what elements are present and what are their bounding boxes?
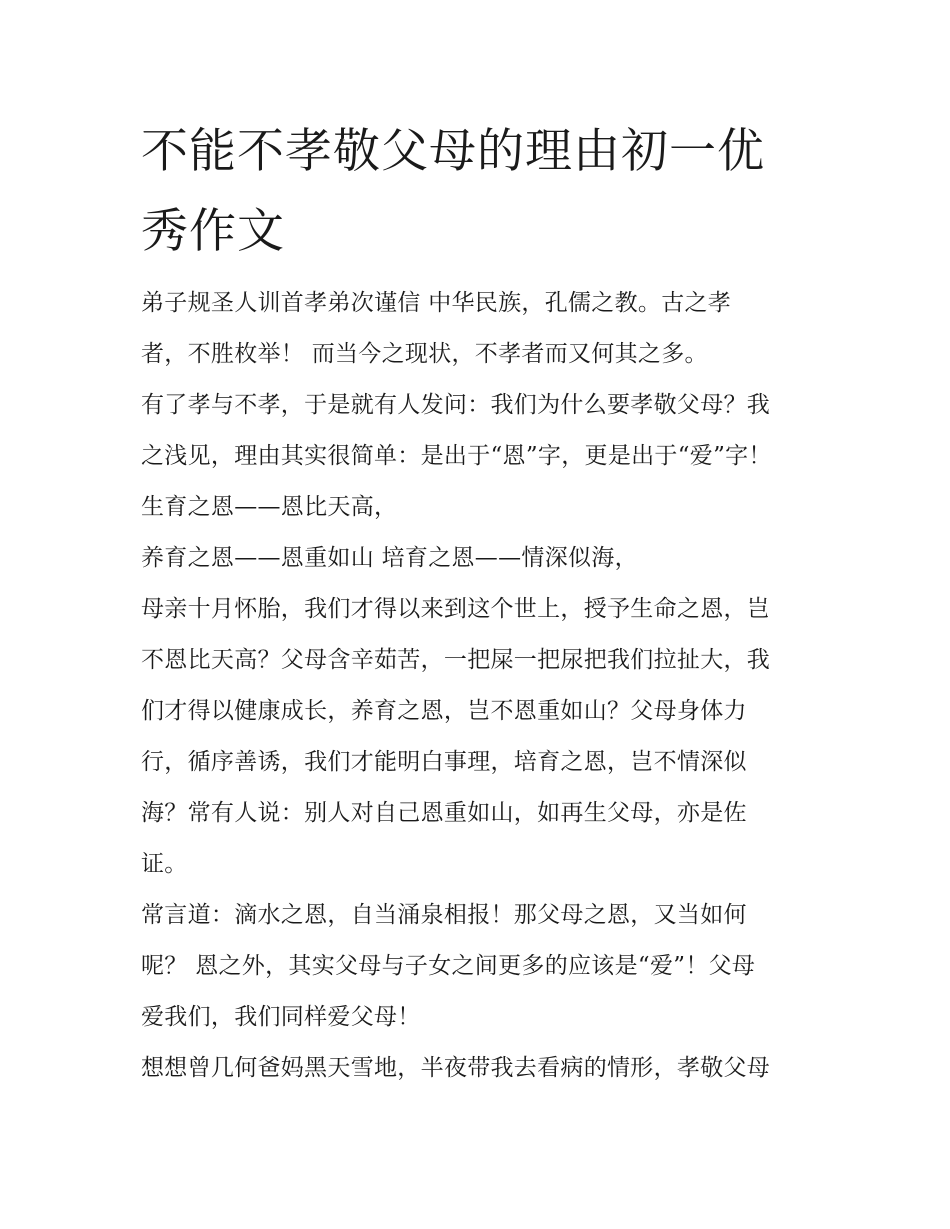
- body-line: 生育之恩——恩比天高，: [141, 494, 398, 520]
- body-line: 想想曾几何爸妈黑天雪地，半夜带我去看病的情形，孝敬父母: [141, 1055, 771, 1081]
- body-line: 呢？ 恩之外，其实父母与子女之间更多的应该是“爱”！父母: [141, 953, 756, 979]
- body-line: 爱我们，我们同样爱父母！: [141, 1004, 421, 1030]
- body-line: 证。: [141, 851, 188, 877]
- document-title: [141, 112, 821, 272]
- body-line: 者，不胜枚举！ 而当今之现状，不孝者而又何其之多。: [141, 341, 708, 367]
- body-line: 海？常有人说：别人对自己恩重如山，如再生父母，亦是佐: [141, 800, 747, 826]
- body-line: 不恩比天高？父母含辛茹苦，一把屎一把尿把我们拉扯大，我: [141, 647, 771, 673]
- body-line: 行，循序善诱，我们才能明白事理，培育之恩，岂不情深似: [141, 749, 747, 775]
- body-line: 养育之恩——恩重如山 培育之恩——情深似海，: [141, 545, 638, 571]
- title-line-2: 秀作文: [141, 204, 285, 259]
- body-line: 之浅见，理由其实很简单：是出于“恩”字，更是出于“爱”字！: [141, 443, 772, 469]
- body-line: 母亲十月怀胎，我们才得以来到这个世上，授予生命之恩，岂: [141, 596, 771, 622]
- body-line: 弟子规圣人训首孝弟次谨信 中华民族，孔儒之教。古之孝: [141, 290, 732, 316]
- document-body: [141, 278, 821, 1094]
- title-line-1: 不能不孝敬父母的理由初一优: [141, 124, 765, 179]
- body-line: 们才得以健康成长，养育之恩，岂不恩重如山？父母身体力: [141, 698, 747, 724]
- body-line: 有了孝与不孝，于是就有人发问：我们为什么要孝敬父母？我: [141, 392, 771, 418]
- body-line: 常言道：滴水之恩，自当涌泉相报！那父母之恩，又当如何: [141, 902, 747, 928]
